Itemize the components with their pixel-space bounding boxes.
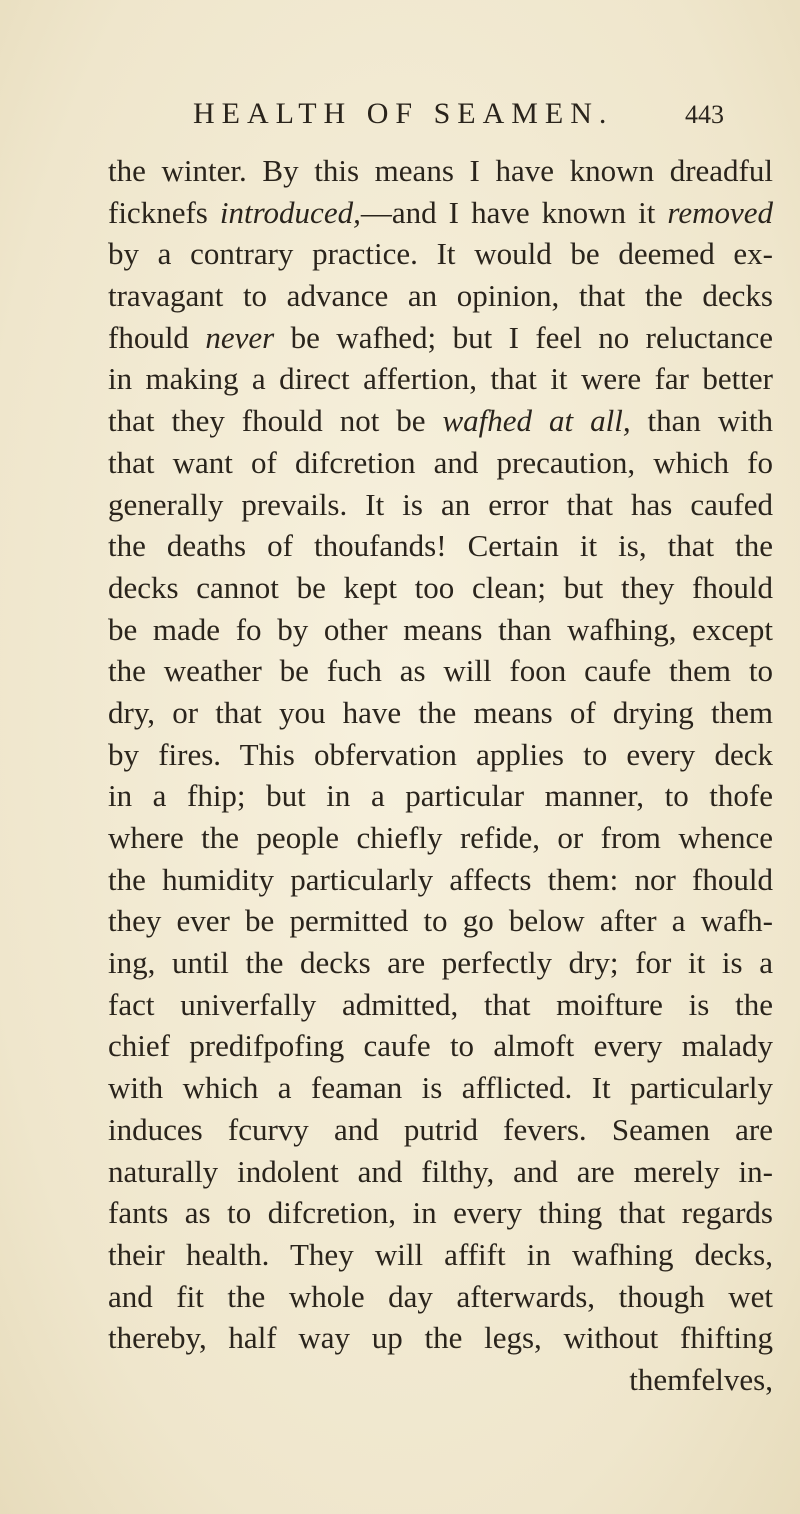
text-segment: in making a direct affertion, that it were far better: [108, 361, 773, 397]
text-line: [108, 859, 773, 901]
text-line: [108, 1067, 773, 1109]
text-line: [108, 275, 773, 317]
text-line: [108, 484, 773, 526]
text-segment: be wafhed; but I feel no reluctance: [274, 319, 773, 355]
text-line: [108, 942, 773, 984]
text-segment: generally prevails. It is an error that has caufed: [108, 486, 773, 522]
text-line: [108, 150, 773, 192]
text-segment: in a fhip; but in a particular manner, to thofe: [108, 778, 773, 814]
text-segment: the weather be fuch as will foon caufe them to: [108, 653, 773, 689]
italic-text: never: [205, 319, 275, 355]
text-segment: by a contrary practice. It would be deemed ex-: [108, 236, 773, 272]
text-line: [108, 609, 773, 651]
text-line: [108, 900, 773, 942]
page-header: [193, 94, 773, 134]
text-segment: the winter. By this means I have known dreadful: [108, 153, 773, 188]
text-segment: decks cannot be kept too clean; but they fhould: [108, 569, 773, 605]
text-segment: ing, until the decks are perfectly dry; for it is a: [108, 945, 773, 981]
text-line: [108, 317, 773, 359]
text-line: [108, 1109, 773, 1151]
text-segment: their health. They will affift in wafhing decks,: [108, 1236, 773, 1272]
text-line: [108, 1276, 773, 1318]
text-line: [108, 192, 773, 234]
text-line: [108, 358, 773, 400]
text-segment: —and I have known it: [360, 194, 668, 230]
text-line: [108, 525, 773, 567]
text-segment: that they fhould not be: [108, 403, 443, 439]
italic-text: removed: [667, 194, 774, 230]
text-segment: fants as to difcretion, in every thing that regards: [108, 1195, 773, 1231]
text-segment: naturally indolent and filthy, and are merely in-: [108, 1153, 773, 1189]
text-segment: than with: [630, 403, 773, 439]
text-line: [108, 1234, 773, 1276]
text-line: [108, 1151, 773, 1193]
text-line: [108, 1192, 773, 1234]
text-segment: fact univerfally admitted, that moifture is the: [108, 986, 773, 1022]
text-segment: the humidity particularly affects them: nor fhould: [108, 861, 773, 897]
text-line: [108, 400, 773, 442]
italic-text: introduced,: [219, 194, 361, 230]
text-line: [108, 817, 773, 859]
text-segment: and fit the whole day afterwards, though wet: [108, 1278, 773, 1314]
text-segment: dry, or that you have the means of drying them: [108, 694, 773, 730]
text-line: [108, 567, 773, 609]
text-segment: where the people chiefly refide, or from whence: [108, 820, 773, 855]
body-text: [108, 150, 773, 1401]
text-segment: thereby, half way up the legs, without fhifting: [108, 1320, 773, 1356]
text-segment: the deaths of thoufands! Certain it is, that the: [108, 528, 773, 564]
text-line: [108, 984, 773, 1026]
text-line: [108, 1317, 773, 1359]
text-line: [108, 775, 773, 817]
text-segment: travagant to advance an opinion, that the decks: [108, 278, 773, 314]
text-segment: be made fo by other means than wafhing, except: [108, 611, 773, 647]
page-number: 443: [685, 100, 724, 129]
text-line: [108, 233, 773, 275]
running-head: HEALTH OF SEAMEN.: [193, 97, 614, 130]
text-line: [108, 442, 773, 484]
text-line: [108, 1025, 773, 1067]
text-line: [108, 734, 773, 776]
text-segment: they ever be permitted to go below after a wafh-: [108, 903, 773, 939]
text-line: [108, 650, 773, 692]
text-segment: chief predifpofing caufe to almoft every malady: [108, 1028, 773, 1064]
text-line: [108, 692, 773, 734]
italic-text: wafhed at all,: [442, 403, 631, 439]
text-segment: fhould: [108, 319, 206, 355]
text-segment: induces fcurvy and putrid fevers. Seamen are: [108, 1111, 773, 1147]
text-segment: with which a feaman is afflicted. It particularly: [108, 1070, 773, 1106]
text-segment: by fires. This obfervation applies to every deck: [108, 736, 773, 772]
text-segment: ficknefs: [108, 194, 220, 230]
catchword: themfelves,: [629, 1361, 773, 1397]
text-segment: that want of difcretion and precaution, which fo: [108, 444, 773, 480]
